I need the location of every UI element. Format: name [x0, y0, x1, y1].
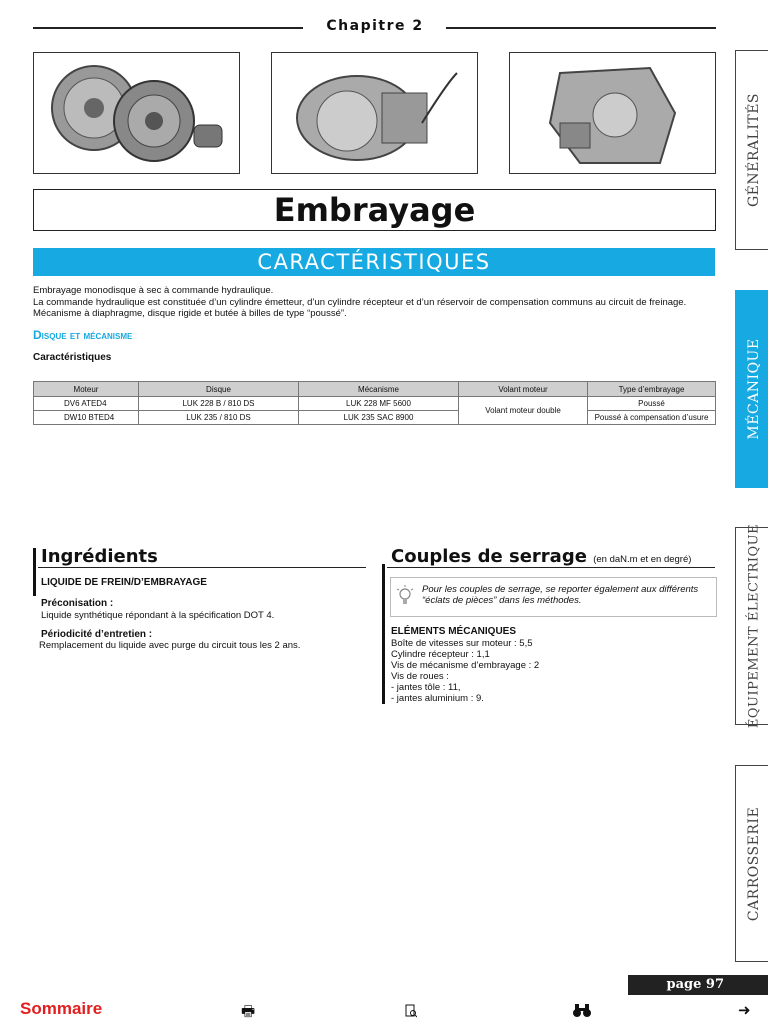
table-header-row	[34, 382, 716, 397]
col-volant: Volant moteur	[459, 382, 588, 397]
couples-title: Couples de serrage (en daN.m et en degré)	[391, 546, 692, 567]
couples-title-note: (en daN.m et en degré)	[593, 554, 692, 565]
table-cell: Poussé à compensation d’usure	[588, 411, 716, 425]
col-disque: Disque	[139, 382, 299, 397]
list-item: Cylindre récepteur : 1,1	[391, 649, 490, 660]
col-mecanisme: Mécanisme	[299, 382, 459, 397]
print-icon[interactable]: 🖶	[241, 1003, 256, 1020]
preconisation-text: Liquide synthétique répondant à la spécification DOT 4.	[41, 610, 275, 621]
table-row	[34, 397, 716, 411]
intro-line: La commande hydraulique est constituée d’un cylindre émetteur, d’un cylindre récepteur et d’un réservoir de compensation communs au circuit de freinage.	[33, 296, 687, 308]
page-title: Embrayage	[273, 191, 476, 229]
couples-list	[391, 638, 539, 704]
ingredients-heading: LIQUIDE DE FREIN/D’EMBRAYAGE	[41, 577, 207, 588]
couples-accent-bar	[382, 564, 385, 704]
caracteristiques-label: Caractéristiques	[33, 352, 112, 363]
spec-table	[33, 381, 716, 425]
list-item: - jantes tôle : 11,	[391, 682, 461, 693]
couples-rule	[387, 567, 715, 568]
intro-line: Embrayage monodisque à sec à commande hydraulique.	[33, 285, 274, 296]
periodicite-label: Périodicité d’entretien :	[41, 629, 153, 640]
header-rule-left	[33, 27, 303, 29]
section-band-label: CARACTÉRISTIQUES	[257, 250, 491, 274]
page-number: page 97	[666, 977, 724, 992]
ingredients-title: Ingrédients	[41, 546, 158, 567]
intro-text	[33, 285, 713, 320]
tab-equipement-electrique[interactable]: ÉQUIPEMENT ÉLECTRIQUE	[735, 527, 768, 725]
tab-carrosserie[interactable]: CARROSSERIE	[735, 765, 768, 962]
table-cell: LUK 235 / 810 DS	[139, 411, 299, 425]
table-cell: Poussé	[588, 397, 716, 411]
document-search-icon[interactable]	[405, 1004, 417, 1021]
list-item: - jantes aluminium : 9.	[391, 693, 484, 704]
sommaire-link[interactable]: Sommaire	[20, 999, 103, 1018]
binoculars-icon[interactable]	[572, 1002, 592, 1022]
photo-clutch-kit	[33, 52, 240, 174]
table-cell: Volant moteur double	[459, 397, 588, 425]
table-cell: LUK 228 B / 810 DS	[139, 397, 299, 411]
next-page-arrow-icon[interactable]: ➜	[738, 1002, 751, 1019]
subsection-title: Disque et mécanisme	[33, 328, 133, 342]
table-cell: LUK 228 MF 5600	[299, 397, 459, 411]
tab-mecanique[interactable]: MÉCANIQUE	[735, 290, 768, 488]
ingredients-accent-bar	[33, 548, 36, 596]
tab-generalites[interactable]: GÉNÉRALITÉS	[735, 50, 768, 250]
col-moteur: Moteur	[34, 382, 139, 397]
photo-gearbox-housing	[509, 52, 716, 174]
intro-line: Mécanisme à diaphragme, disque rigide et butée à billes de type “poussé”.	[33, 308, 347, 319]
table-cell: DV6 ATED4	[34, 397, 139, 411]
periodicite-text: Remplacement du liquide avec purge du circuit tous les 2 ans.	[39, 640, 301, 651]
table-row	[34, 411, 716, 425]
list-item: Vis de mécanisme d’embrayage : 2	[391, 660, 540, 671]
page-title-box	[33, 189, 716, 231]
list-item: Vis de roues :	[391, 671, 449, 682]
lightbulb-icon	[396, 585, 414, 607]
header-rule-right	[446, 27, 716, 29]
chapter-heading: Chapitre 2	[326, 18, 424, 34]
col-type: Type d’embrayage	[588, 382, 716, 397]
table-cell: DW10 BTED4	[34, 411, 139, 425]
list-item: Boîte de vitesses sur moteur : 5,5	[391, 638, 533, 649]
ingredients-rule	[38, 567, 366, 568]
elements-heading: ELÉMENTS MÉCANIQUES	[391, 626, 517, 637]
photo-gearbox-assembly	[271, 52, 478, 174]
preconisation-label: Préconisation :	[41, 598, 114, 609]
table-cell: LUK 235 SAC 8900	[299, 411, 459, 425]
section-band	[33, 248, 715, 276]
note-text: Pour les couples de serrage, se reporter également aux différents “éclats de pièces” dans les méthodes.	[422, 584, 699, 606]
page-number-box	[628, 975, 768, 995]
